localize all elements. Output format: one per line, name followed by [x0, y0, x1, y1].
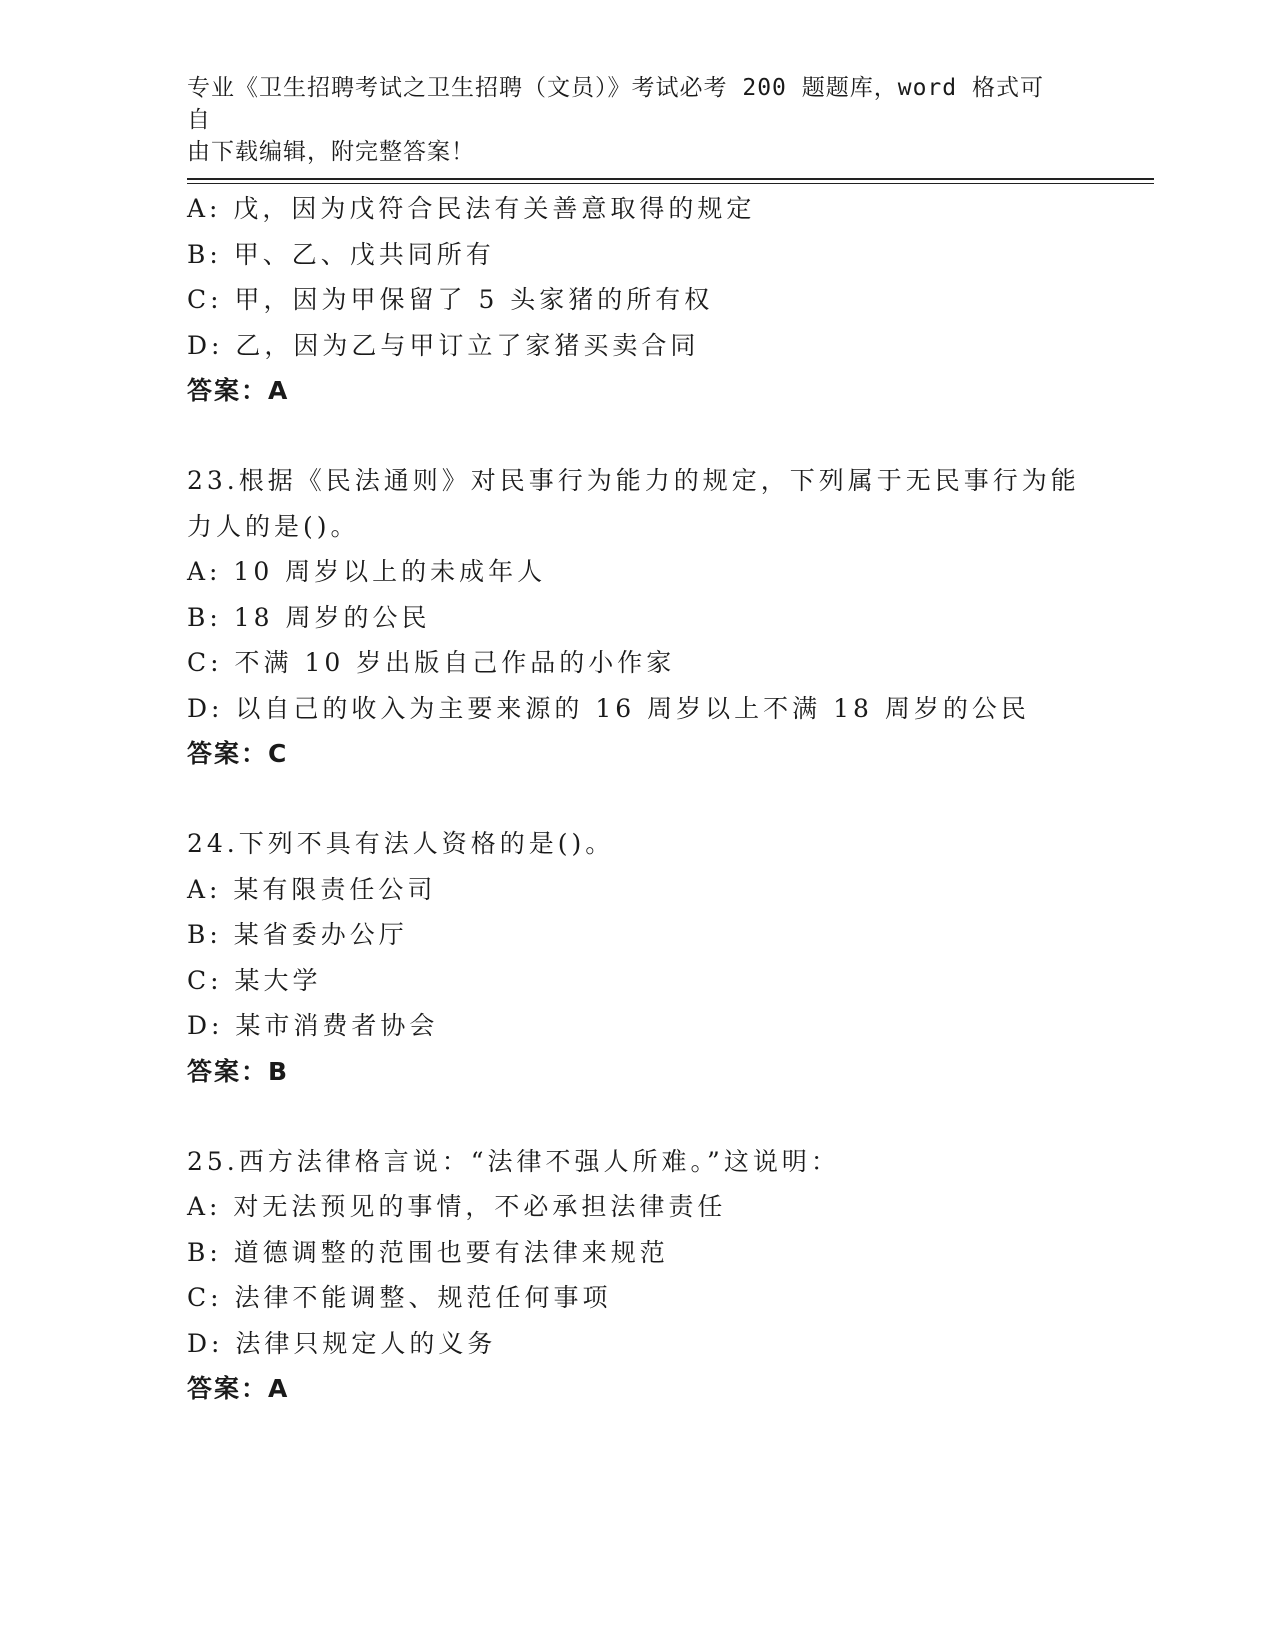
question-stem-line-1: 25.西方法律格言说：“法律不强人所难。”这说明： — [187, 1146, 840, 1176]
spacer — [187, 413, 1087, 458]
question-list — [187, 186, 1087, 1411]
question-stem-line-1: 23.根据《民法通则》对民事行为能力的规定，下列属于无民事行为能 — [187, 466, 1080, 495]
header-divider-thick — [187, 178, 1154, 180]
option-c: C: 不满 10 岁出版自己作品的小作家 — [187, 648, 676, 677]
option-d: D: 某市消费者协会 — [187, 1011, 439, 1040]
header-line-2: 由下载编辑，附完整答案！ — [187, 139, 475, 165]
document-header — [187, 72, 1067, 168]
answer-label: 答案：A — [187, 1374, 290, 1403]
option-b: B: 甲、乙、戊共同所有 — [187, 239, 495, 269]
option-c: C: 法律不能调整、规范任何事项 — [187, 1283, 612, 1312]
option-d: D: 以自己的收入为主要来源的 16 周岁以上不满 18 周岁的公民 — [187, 693, 1030, 723]
option-d: D: 法律只规定人的义务 — [187, 1328, 497, 1358]
question-stem-line-2: 力人的是()。 — [187, 511, 360, 541]
option-b: B: 道德调整的范围也要有法律来规范 — [187, 1237, 669, 1267]
spacer — [187, 776, 1087, 821]
option-c: C: 甲，因为甲保留了 5 头家猪的所有权 — [187, 285, 714, 314]
header-divider-thin — [187, 183, 1154, 184]
option-a: A: 戊，因为戊符合民法有关善意取得的规定 — [187, 194, 756, 223]
answer-label: 答案：C — [187, 739, 289, 768]
option-d: D: 乙，因为乙与甲订立了家猪买卖合同 — [187, 330, 700, 360]
option-b: B: 某省委办公厅 — [187, 920, 408, 949]
header-line-1: 专业《卫生招聘考试之卫生招聘（文员）》考试必考 200 题题库，word 格式可自 — [187, 75, 1044, 133]
question-22-block — [187, 186, 1087, 413]
option-a: A: 某有限责任公司 — [187, 874, 437, 904]
question-23-block — [187, 458, 1087, 776]
question-stem-line-1: 24.下列不具有法人资格的是()。 — [187, 829, 615, 858]
option-a: A: 10 周岁以上的未成年人 — [187, 557, 547, 586]
question-25-block — [187, 1139, 1087, 1412]
question-24-block — [187, 821, 1087, 1094]
answer-label: 答案：A — [187, 376, 290, 405]
option-a: A: 对无法预见的事情，不必承担法律责任 — [187, 1192, 727, 1221]
option-c: C: 某大学 — [187, 965, 322, 995]
answer-label: 答案：B — [187, 1056, 290, 1086]
option-b: B: 18 周岁的公民 — [187, 602, 431, 632]
spacer — [187, 1094, 1087, 1139]
